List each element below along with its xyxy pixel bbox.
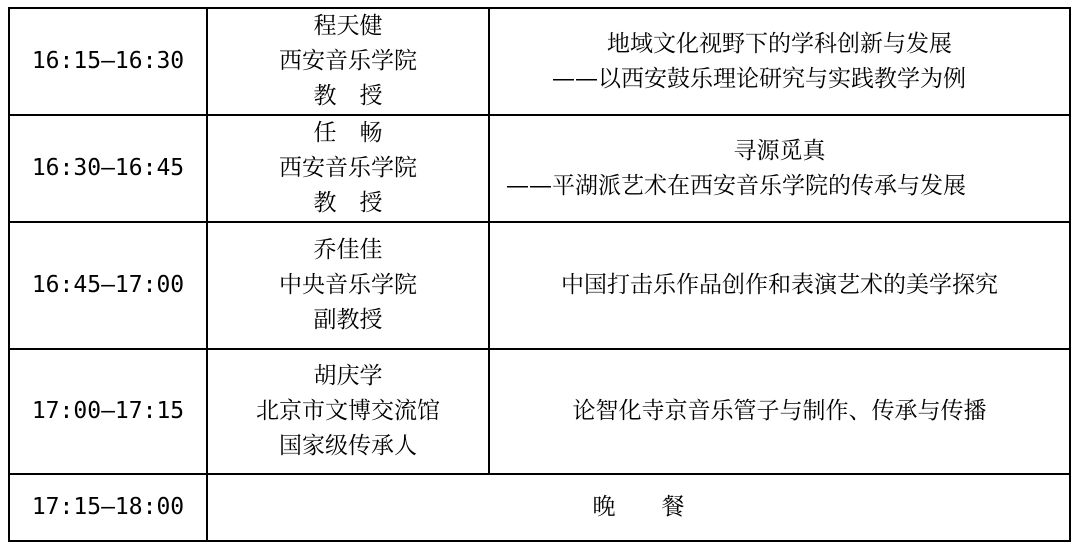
topic-title: 地域文化视野下的学科创新与发展 [607,30,952,57]
dinner-cell [207,474,1070,541]
dinner-label: 晚 餐 [592,494,685,520]
topic-subtitle: ——以西安鼓乐理论研究与实践教学为例 [552,65,966,92]
speaker-name: 胡庆学 [313,363,383,389]
time-slot: 16:15—16:30 [31,48,185,74]
time-cell [9,8,207,115]
time-cell [9,349,207,474]
time-slot: 17:15—18:00 [31,494,185,520]
table-row [9,8,1070,115]
topic-title: 中国打击乐作品创作和表演艺术的美学探究 [561,272,998,298]
time-cell [9,474,207,541]
topic-cell [489,8,1070,115]
time-cell [9,222,207,349]
topic-cell [489,349,1070,474]
speaker-cell [207,8,489,115]
speaker-cell [207,115,489,222]
time-cell [9,115,207,222]
speaker-cell [207,349,489,474]
time-slot: 17:00—17:15 [31,398,185,424]
topic-subtitle: ——平湖派艺术在西安音乐学院的传承与发展 [506,172,966,199]
table-row [9,222,1070,349]
speaker-organization: 西安音乐学院 [279,155,417,181]
speaker-name: 任 畅 [313,120,383,146]
speaker-role: 国家级传承人 [279,433,417,459]
time-slot: 16:30—16:45 [31,155,185,181]
topic-cell [489,115,1070,222]
speaker-name: 乔佳佳 [313,237,383,263]
speaker-name: 程天健 [313,13,383,39]
table-row [9,349,1070,474]
speaker-organization: 中央音乐学院 [279,272,417,298]
schedule-table [8,7,1071,542]
speaker-organization: 北京市文博交流馆 [256,398,440,424]
speaker-role: 教 授 [313,83,383,109]
table-row [9,115,1070,222]
speaker-role: 教 授 [313,190,383,216]
topic-title: 寻源觅真 [733,137,826,164]
speaker-organization: 西安音乐学院 [279,48,417,74]
speaker-role: 副教授 [313,307,383,333]
time-slot: 16:45—17:00 [31,272,185,298]
table-row [9,474,1070,541]
speaker-cell [207,222,489,349]
topic-title: 论智化寺京音乐管子与制作、传承与传播 [572,398,987,424]
topic-cell [489,222,1070,349]
